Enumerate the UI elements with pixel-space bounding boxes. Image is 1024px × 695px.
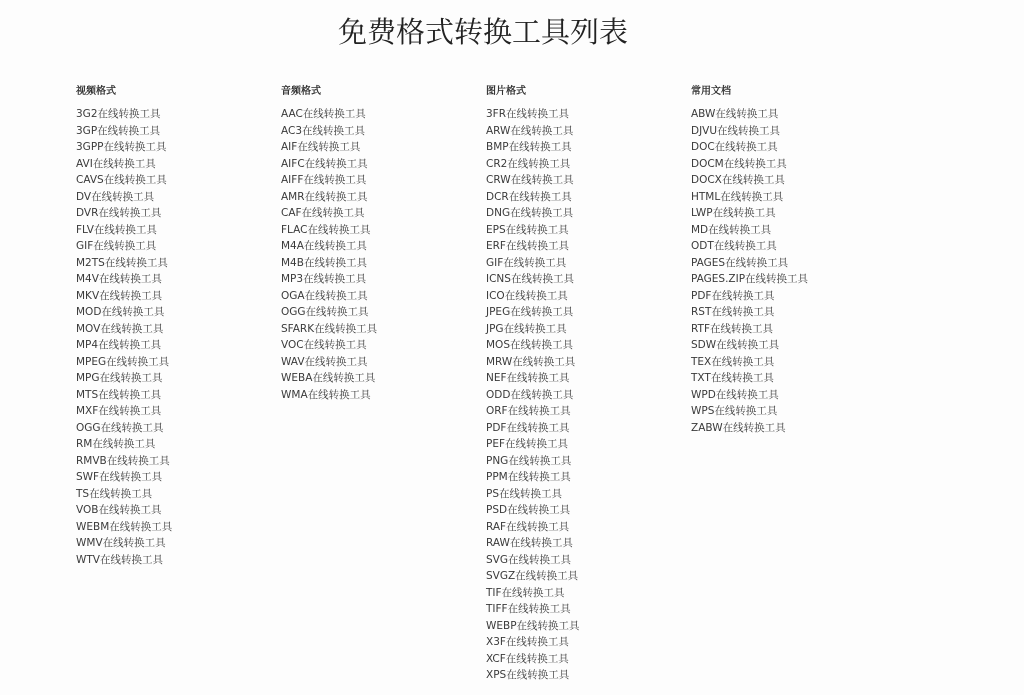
converter-link[interactable]: BMP在线转换工具 (486, 141, 572, 153)
link-list-audio (281, 106, 481, 403)
converter-link[interactable]: DVR在线转换工具 (76, 207, 162, 219)
converter-link[interactable]: MXF在线转换工具 (76, 405, 162, 417)
converter-link[interactable]: EPS在线转换工具 (486, 223, 569, 236)
column-heading-video: 视频格式 (76, 86, 116, 97)
converter-link[interactable]: WPS在线转换工具 (691, 405, 778, 417)
converter-link[interactable]: JPEG在线转换工具 (486, 306, 574, 318)
converter-link[interactable]: HTML在线转换工具 (691, 190, 784, 203)
converter-link[interactable]: AC3在线转换工具 (281, 124, 366, 137)
converter-link[interactable]: RM在线转换工具 (76, 438, 156, 450)
link-list-video (76, 106, 276, 568)
converter-link[interactable]: PSD在线转换工具 (486, 504, 571, 516)
converter-link[interactable]: OGG在线转换工具 (76, 421, 164, 434)
converter-link[interactable]: M4V在线转换工具 (76, 273, 162, 285)
converter-link[interactable]: MOS在线转换工具 (486, 339, 573, 351)
converter-link[interactable]: PAGES在线转换工具 (691, 256, 789, 269)
column-audio (281, 84, 481, 403)
converter-link[interactable]: SDW在线转换工具 (691, 339, 780, 351)
converter-link[interactable]: X3F在线转换工具 (486, 636, 569, 648)
converter-link[interactable]: MOD在线转换工具 (76, 306, 165, 318)
converter-link[interactable]: WEBP在线转换工具 (486, 619, 580, 632)
format-columns (76, 84, 1016, 694)
converter-link[interactable]: DOCX在线转换工具 (691, 174, 785, 186)
converter-link[interactable]: LWP在线转换工具 (691, 207, 776, 219)
converter-link[interactable]: TS在线转换工具 (76, 487, 153, 500)
converter-link[interactable]: SWF在线转换工具 (76, 471, 163, 483)
converter-link[interactable]: SVGZ在线转换工具 (486, 570, 579, 582)
converter-link[interactable]: MPEG在线转换工具 (76, 355, 170, 368)
link-list-document (691, 106, 891, 436)
converter-link[interactable]: NEF在线转换工具 (486, 372, 570, 384)
converter-link[interactable]: FLAC在线转换工具 (281, 223, 371, 236)
converter-link[interactable]: CAF在线转换工具 (281, 207, 365, 219)
column-document (691, 84, 891, 436)
converter-link[interactable]: OGG在线转换工具 (281, 306, 369, 318)
converter-link[interactable]: MP4在线转换工具 (76, 339, 162, 351)
converter-link[interactable]: MOV在线转换工具 (76, 322, 164, 335)
converter-link[interactable]: DNG在线转换工具 (486, 207, 574, 219)
converter-link[interactable]: AIFC在线转换工具 (281, 157, 368, 170)
converter-link[interactable]: TXT在线转换工具 (691, 372, 774, 384)
converter-link[interactable]: VOC在线转换工具 (281, 339, 367, 351)
converter-link[interactable]: ZABW在线转换工具 (691, 421, 786, 434)
converter-link[interactable]: PNG在线转换工具 (486, 454, 572, 467)
converter-link[interactable]: MPG在线转换工具 (76, 372, 163, 384)
converter-link[interactable]: AIF在线转换工具 (281, 141, 361, 153)
converter-link[interactable]: DOC在线转换工具 (691, 141, 778, 153)
converter-link[interactable]: SVG在线转换工具 (486, 553, 571, 566)
converter-link[interactable]: PEF在线转换工具 (486, 438, 569, 450)
converter-link[interactable]: GIF在线转换工具 (486, 256, 567, 269)
converter-link[interactable]: TEX在线转换工具 (691, 355, 775, 368)
converter-link[interactable]: RTF在线转换工具 (691, 322, 773, 335)
converter-link[interactable]: CAVS在线转换工具 (76, 174, 167, 186)
column-image (486, 84, 686, 684)
converter-link[interactable]: OGA在线转换工具 (281, 289, 368, 302)
converter-link[interactable]: PDF在线转换工具 (486, 421, 570, 434)
converter-link[interactable]: CRW在线转换工具 (486, 174, 574, 186)
converter-link[interactable]: RAW在线转换工具 (486, 537, 573, 549)
converter-link[interactable]: WPD在线转换工具 (691, 388, 779, 401)
converter-link[interactable]: RAF在线转换工具 (486, 520, 570, 533)
converter-link[interactable]: XCF在线转换工具 (486, 652, 569, 665)
converter-link[interactable]: WMV在线转换工具 (76, 537, 166, 549)
converter-link[interactable]: SFARK在线转换工具 (281, 322, 378, 335)
converter-link[interactable]: PPM在线转换工具 (486, 471, 571, 483)
converter-link[interactable]: ICO在线转换工具 (486, 289, 568, 302)
column-heading-image: 图片格式 (486, 86, 526, 97)
converter-link[interactable]: MTS在线转换工具 (76, 388, 162, 401)
converter-link[interactable]: GIF在线转换工具 (76, 240, 157, 252)
converter-link[interactable]: AMR在线转换工具 (281, 190, 368, 203)
converter-link[interactable]: PS在线转换工具 (486, 487, 562, 500)
converter-link[interactable]: MRW在线转换工具 (486, 355, 576, 368)
converter-link[interactable]: M2TS在线转换工具 (76, 256, 168, 269)
converter-link[interactable]: ERF在线转换工具 (486, 240, 569, 252)
converter-link[interactable]: XPS在线转换工具 (486, 669, 570, 681)
converter-link[interactable]: WEBM在线转换工具 (76, 520, 173, 533)
converter-link[interactable]: 3GP在线转换工具 (76, 124, 161, 137)
converter-link[interactable]: ICNS在线转换工具 (486, 273, 574, 285)
converter-link[interactable]: VOB在线转换工具 (76, 504, 162, 516)
converter-link[interactable]: JPG在线转换工具 (486, 322, 567, 335)
converter-link[interactable]: M4A在线转换工具 (281, 240, 367, 252)
converter-link[interactable]: FLV在线转换工具 (76, 223, 157, 236)
column-heading-document: 常用文档 (691, 86, 731, 97)
converter-link[interactable]: WEBA在线转换工具 (281, 372, 376, 384)
converter-link[interactable]: 3GPP在线转换工具 (76, 141, 167, 153)
converter-link[interactable]: MD在线转换工具 (691, 223, 772, 236)
converter-link[interactable]: DOCM在线转换工具 (691, 157, 787, 170)
converter-link[interactable]: DV在线转换工具 (76, 190, 155, 203)
converter-link[interactable]: WTV在线转换工具 (76, 553, 163, 566)
converter-link[interactable]: ODT在线转换工具 (691, 240, 777, 252)
converter-link[interactable]: PDF在线转换工具 (691, 289, 775, 302)
converter-link[interactable]: ORF在线转换工具 (486, 405, 571, 417)
converter-link[interactable]: AVI在线转换工具 (76, 157, 156, 170)
converter-link[interactable]: M4B在线转换工具 (281, 256, 367, 269)
link-list-image (486, 106, 686, 684)
converter-link[interactable]: RST在线转换工具 (691, 306, 775, 318)
converter-link[interactable]: ARW在线转换工具 (486, 124, 574, 137)
converter-link[interactable]: 3FR在线转换工具 (486, 108, 570, 120)
converter-link[interactable]: CR2在线转换工具 (486, 157, 571, 170)
converter-link[interactable]: WAV在线转换工具 (281, 355, 368, 368)
converter-link[interactable]: DCR在线转换工具 (486, 190, 572, 203)
page-title: 免费格式转换工具列表 (337, 15, 628, 49)
column-video (76, 84, 276, 568)
converter-link[interactable]: AIFF在线转换工具 (281, 174, 367, 186)
converter-link[interactable]: WMA在线转换工具 (281, 388, 371, 401)
column-heading-audio: 音频格式 (281, 86, 321, 97)
converter-link[interactable]: ABW在线转换工具 (691, 108, 779, 120)
converter-link[interactable]: MKV在线转换工具 (76, 289, 163, 302)
converter-link[interactable]: TIFF在线转换工具 (486, 603, 571, 615)
converter-link[interactable]: RMVB在线转换工具 (76, 454, 170, 467)
converter-link[interactable]: AAC在线转换工具 (281, 108, 366, 120)
converter-link[interactable]: TIF在线转换工具 (486, 586, 565, 599)
converter-link[interactable]: DJVU在线转换工具 (691, 124, 781, 137)
converter-link[interactable]: PAGES.ZIP在线转换工具 (691, 273, 809, 285)
converter-link[interactable]: ODD在线转换工具 (486, 388, 574, 401)
converter-link[interactable]: MP3在线转换工具 (281, 273, 367, 285)
converter-link[interactable]: 3G2在线转换工具 (76, 108, 161, 120)
